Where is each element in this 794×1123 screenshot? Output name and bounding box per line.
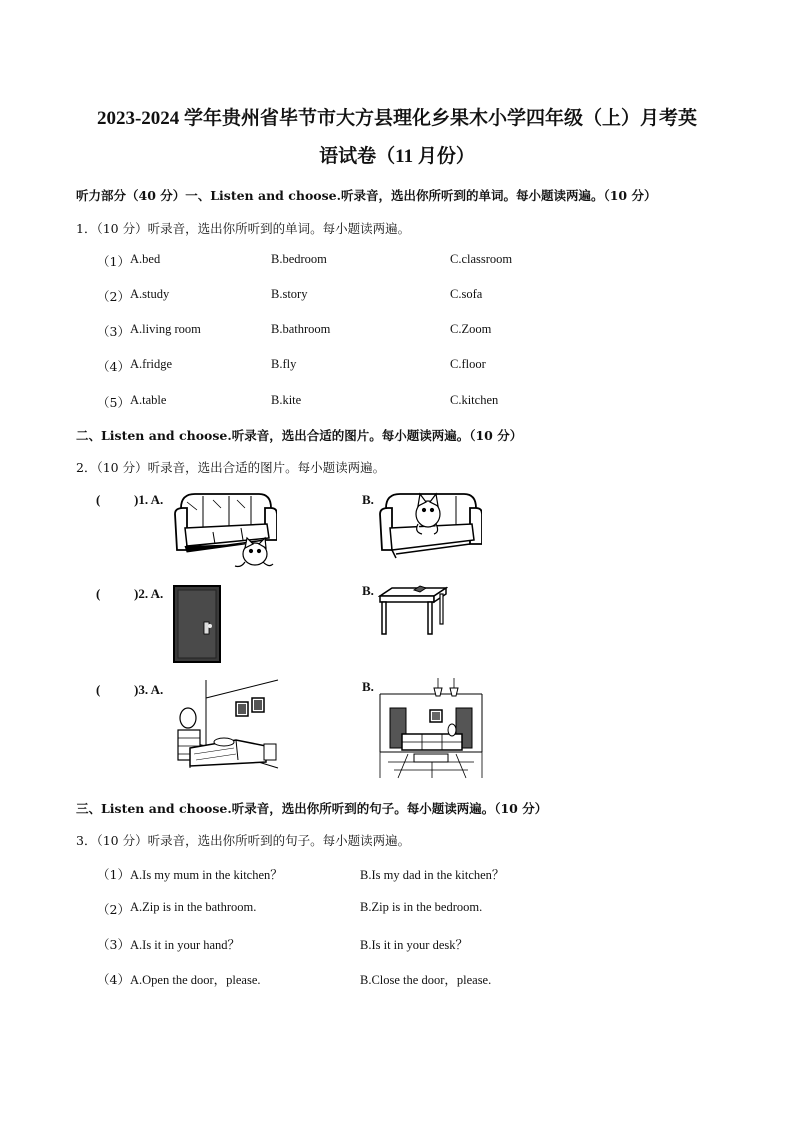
option-a: A.Zip is in the bathroom. — [130, 900, 257, 914]
option-b: B.story — [271, 287, 308, 301]
item-label-3: )3. A. — [134, 682, 164, 697]
item-number: （1） — [97, 254, 130, 269]
option-b: B.Is it in your desk？ — [360, 938, 468, 952]
item-label-2: )2. A. — [134, 586, 164, 601]
option-c: C.floor — [450, 357, 486, 371]
item-number: （5） — [97, 395, 130, 410]
question-1-prompt: 1．（10 分）听录音，选出你所听到的单词。每小题读两遍。 — [76, 221, 411, 236]
section-2-heading: 二、Listen and choose.听录音，选出合适的图片。每小题读两遍。（10 分） — [76, 428, 523, 443]
option-a: A.study — [130, 287, 170, 301]
option-a: A.table — [130, 393, 167, 407]
question-2-prompt: 2．（10 分）听录音，选出合适的图片。每小题读两遍。 — [76, 460, 386, 475]
option-a: A.Is it in your hand？ — [130, 938, 241, 952]
section-3-heading: 三、Listen and choose.听录音，选出你所听到的句子。每小题读两遍。（10 分） — [76, 801, 548, 816]
option-a: A.Open the door，please. — [130, 973, 261, 987]
item-number: （3） — [97, 324, 130, 339]
option-a: A.bed — [130, 252, 161, 266]
option-b-label: B. — [362, 492, 374, 507]
option-a: A.living room — [130, 322, 201, 336]
option-c: C.Zoom — [450, 322, 492, 336]
option-b: B.Zip is in the bedroom. — [360, 900, 483, 914]
item-number: （4） — [97, 972, 130, 987]
table-with-object-image — [378, 584, 448, 638]
item-label-1: )1. A. — [134, 492, 164, 507]
answer-paren: ( — [96, 682, 101, 697]
answer-paren: ( — [96, 492, 101, 507]
bedroom-image — [176, 678, 280, 770]
option-b-label: B. — [362, 583, 374, 598]
item-number: （2） — [97, 902, 130, 917]
option-b: B.bathroom — [271, 322, 331, 336]
option-a: A.Is my mum in the kitchen？ — [130, 868, 283, 882]
option-a: A.fridge — [130, 357, 172, 371]
option-b: B.fly — [271, 357, 297, 371]
option-b-label: B. — [362, 679, 374, 694]
item-number: （2） — [97, 289, 130, 304]
item-number: （3） — [97, 937, 130, 952]
option-b: B.kite — [271, 393, 302, 407]
section-1-heading: 听力部分（40 分）一、Listen and choose.听录音，选出你所听到的单词。每小题读两遍。（10 分） — [76, 188, 657, 203]
option-c: C.kitchen — [450, 393, 499, 407]
sofa-with-cat-front-image — [173, 488, 277, 570]
item-number: （1） — [97, 867, 130, 882]
sofa-with-cat-on-seat-image — [378, 488, 482, 562]
door-image — [172, 584, 222, 664]
option-b: B.Close the door，please. — [360, 973, 492, 987]
answer-paren: ( — [96, 586, 101, 601]
option-c: C.sofa — [450, 287, 483, 301]
option-b: B.Is my dad in the kitchen？ — [360, 868, 505, 882]
item-number: （4） — [97, 359, 130, 374]
page-title-line-2: 语试卷（11 月份） — [319, 146, 475, 167]
option-c: C.classroom — [450, 252, 513, 266]
page-title-line-1: 2023-2024 学年贵州省毕节市大方县理化乡果木小学四年级（上）月考英 — [96, 108, 698, 129]
living-room-image — [378, 676, 484, 780]
option-b: B.bedroom — [271, 252, 327, 266]
question-3-prompt: 3．（10 分）听录音，选出你所听到的句子。每小题读两遍。 — [76, 833, 411, 848]
